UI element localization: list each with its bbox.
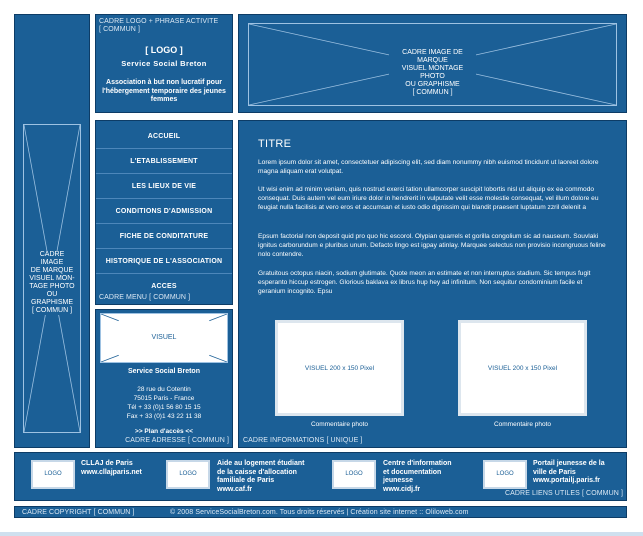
association-tagline: Association à but non lucratif pour l'hébergement temporaire des jeunes femmes — [102, 79, 226, 103]
menu-item-accueil[interactable]: ACCUEIL — [96, 125, 232, 149]
link-logo-portailj[interactable]: LOGO — [483, 460, 527, 489]
brand-image-left-label: CADRE IMAGE DE MARQUE VISUEL MON- TAGE PHOTO OU GRAPHISME [ COMMUN ] — [24, 251, 80, 315]
photo-placeholder-1-label: VISUEL 200 x 150 Pixel — [304, 365, 375, 372]
address-fax: Fax + 33 (0)1 43 22 11 38 — [126, 413, 202, 420]
cadre-informations — [238, 120, 627, 448]
address-street: 28 rue du Cotentin — [137, 386, 191, 393]
menu-item-fiche-conditature[interactable]: FICHE DE CONDITATURE — [96, 225, 232, 249]
cadre-image-marque-left — [14, 14, 90, 448]
menu-item-acces[interactable]: ACCES — [151, 283, 177, 290]
link-portailj[interactable]: Portail jeunesse de la ville de Paris www.portailj.paris.fr — [533, 460, 605, 484]
page-title: TITRE — [258, 138, 292, 150]
paragraph-4: Gratuitous octopus niacin, sodium glutimate. Quote meon an estimate et non interruptus stadium. Sic tempus fugit esperanto hiccup estrogen. Glorious baklava ex librus hup hey ad infinitum. Non sequitur condominium facile et geranium incognito. Epsu — [258, 270, 591, 295]
menu-item-lieux-de-vie[interactable]: LES LIEUX DE VIE — [96, 175, 232, 199]
cadre-image-marque-top — [238, 14, 627, 113]
menu-item-historique[interactable]: HISTORIQUE DE L'ASSOCIATION — [96, 250, 232, 274]
link-logo-cidj[interactable]: LOGO — [332, 460, 376, 489]
photo-caption-1: Commentaire photo — [310, 421, 369, 428]
brand-image-placeholder-left — [23, 124, 81, 433]
cadre-copyright — [14, 506, 627, 518]
cadre-menu — [95, 120, 233, 305]
menu-caption: CADRE MENU [ COMMUN ] — [99, 294, 191, 301]
adresse-caption: CADRE ADRESSE [ COMMUN ] — [125, 437, 229, 444]
photo-placeholder-1 — [275, 320, 404, 416]
link-cidj[interactable]: Centre d'information et documentation jeunesse www.cidj.fr — [383, 460, 452, 493]
plan-acces-link[interactable]: >> Plan d'accès << — [135, 428, 193, 435]
logo-caption: CADRE LOGO + PHRASE ACTIVITE [ COMMUN ] — [99, 18, 219, 33]
link-caf[interactable]: Aide au logement étudiant de la caisse d'allocation familiale de Paris www.caf.fr — [217, 460, 305, 493]
org-name: Service Social Breton — [121, 59, 207, 68]
cadre-liens-utiles — [14, 452, 627, 501]
logo[interactable]: [ LOGO ] — [145, 45, 183, 55]
link-cllaj[interactable]: CLLAJ de Paris www.cllajparis.net — [81, 460, 142, 476]
photo-placeholder-2 — [458, 320, 587, 416]
menu-item-conditions-admission[interactable]: CONDITIONS D'ADMISSION — [96, 200, 232, 224]
visuel-placeholder — [100, 313, 228, 363]
photo-placeholder-2-label: VISUEL 200 x 150 Pixel — [487, 365, 558, 372]
copyright-text: © 2008 ServiceSocialBreton.com. Tous droits réservés | Création site internet :: Oliloweb.com — [170, 509, 469, 516]
brand-image-top-label: CADRE IMAGE DE MARQUE VISUEL MONTAGE PHOTO OU GRAPHISME [ COMMUN ] — [389, 49, 476, 97]
paragraph-3: Epsum factorial non deposit quid pro quo hic escorol. Olypian quarrels et gorilla congolium sic ad nauseum. Souvlaki ignitus carborundum e pluribus unum. Defacto lingo est igpay atinlay. Marquee selectus non provisio incongruous feline nolo contendre. — [258, 233, 606, 258]
bottom-divider — [0, 532, 643, 536]
cadre-logo — [95, 14, 233, 113]
visuel-label: VISUEL — [151, 334, 177, 341]
photo-caption-2: Commentaire photo — [493, 421, 552, 428]
paragraph-2: Ut wisi enim ad minim veniam, quis nostrud exerci tation ullamcorper suscipit lobortis nisl ut aliquip ex ea commodo consequat. Duis autem vel eum iriure dolor in hendrerit in vulputate velit esse molestie consequat, vel illum dolore eu feugiat nulla facilisis at vero eros et accumsan et iusto odio dignissim qui blandit praesent luptatum zzril delenit a — [258, 186, 599, 211]
link-logo-caf[interactable]: LOGO — [166, 460, 210, 489]
informations-caption: CADRE INFORMATIONS [ UNIQUE ] — [243, 437, 363, 444]
address-city: 75015 Paris - France — [133, 395, 195, 402]
address-tel: Tél + 33 (0)1 56 80 15 15 — [127, 404, 201, 411]
liens-caption: CADRE LIENS UTILES [ COMMUN ] — [504, 490, 623, 497]
cadre-adresse — [95, 309, 233, 448]
address-org-name: Service Social Breton — [128, 368, 200, 375]
link-logo-cllaj[interactable]: LOGO — [31, 460, 75, 489]
menu-item-etablissement[interactable]: L'ETABLISSEMENT — [96, 150, 232, 174]
paragraph-1: Lorem ipsum dolor sit amet, consectetuer adipiscing elit, sed diam nonummy nibh euismod tincidunt ut laoreet dolore magna aliquam erat volutpat. — [258, 159, 599, 175]
copyright-caption: CADRE COPYRIGHT [ COMMUN ] — [22, 509, 135, 516]
brand-image-placeholder-top — [248, 23, 617, 106]
